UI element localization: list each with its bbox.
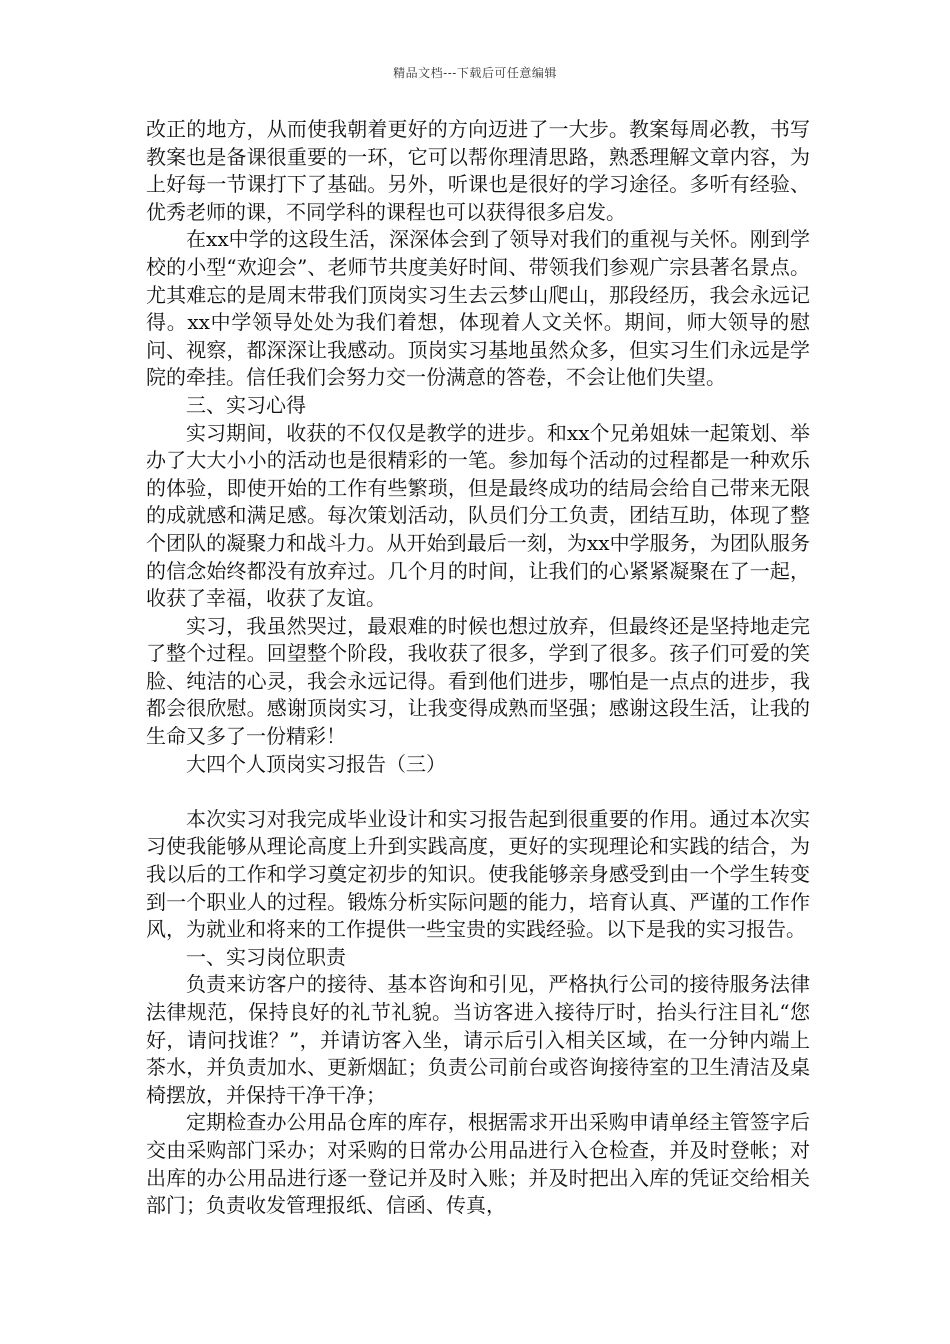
paragraph-office-supplies-duties: 定期检查办公用品仓库的库存，根据需求开出采购申请单经主管签字后交由采购部门采办；对采购的日常办公用品进行入仓检查，并及时登帐；对出库的办公用品进行逐一登记并及时入账；并及时把出入库的凭证交给相关部门；负责收发管理报纸、信函、传真， <box>146 1110 810 1218</box>
report-title-part-three: 大四个人顶岗实习报告（三） <box>186 751 446 776</box>
page-header-watermark: 精品文档---下载后可任意编辑 <box>393 66 557 80</box>
section-heading-job-duties: 一、实习岗位职责 <box>186 944 346 969</box>
paragraph-school-care: 在xx中学的这段生活，深深体会到了领导对我们的重视与关怀。刚到学校的小型“欢迎会”、老师节共度美好时间、带领我们参观广宗县著名景点。尤其难忘的是周末带我们顶岗实习生去云梦山爬山，那段经历，我会永远记得。xx中学领导处处为我们着想，体现着人文关怀。期间，师大领导的慰问、视察，都深深让我感动。顶岗实习基地虽然众多，但实习生们永远是学院的牵挂。信任我们会努力交一份满意的答卷，不会让他们失望。 <box>146 227 810 390</box>
section-heading-internship-insights: 三、实习心得 <box>186 392 306 417</box>
paragraph-teaching-preparation: 改正的地方，从而使我朝着更好的方向迈进了一大步。教案每周必教，书写教案也是备课很重要的一环，它可以帮你理清思路，熟悉理解文章内容，为上好每一节课打下了基础。另外，听课也是很好的学习途径。多听有经验、优秀老师的课，不同学科的课程也可以获得很多启发。 <box>146 117 810 224</box>
paragraph-reflection: 实习，我虽然哭过，最艰难的时候也想过放弃，但最终还是坚持地走完了整个过程。回望整个阶段，我收获了很多，学到了很多。孩子们可爱的笑脸、纯洁的心灵，我会永远记得。看到他们进步，哪怕是一点点的进步，我都会很欣慰。感谢顶岗实习，让我变得成熟而坚强；感谢这段生活，让我的生命又多了一份精彩！ <box>146 613 810 749</box>
paragraph-reception-duties: 负责来访客户的接待、基本咨询和引见，严格执行公司的接待服务法律法律规范，保持良好的礼节礼貌。当访客进入接待厅时，抬头行注目礼“您好，请问找谁？”，并请访客入坐，请示后引入相关区域，在一分钟内端上茶水，并负责加水、更新烟缸；负责公司前台或咨询接待室的卫生清洁及桌椅摆放，并保持干净干净； <box>146 972 810 1107</box>
paragraph-team-activities: 实习期间，收获的不仅仅是教学的进步。和xx个兄弟姐妹一起策划、举办了大大小小的活动也是很精彩的一笔。参加每个活动的过程都是一种欢乐的体验，即使开始的工作有些繁琐，但是最终成功的结局会给自己带来无限的成就感和满足感。每次策划活动，队员们分工负责，团结互助，体现了整个团队的凝聚力和战斗力。从开始到最后一刻，为xx中学服务，为团队服务的信念始终都没有放弃过。几个月的时间，让我们的心紧紧凝聚在了一起，收获了幸福，收获了友谊。 <box>146 420 810 611</box>
document-body <box>146 116 810 1220</box>
blank-line <box>146 778 810 806</box>
paragraph-report-introduction: 本次实习对我完成毕业设计和实习报告起到很重要的作用。通过本次实习使我能够从理论高度上升到实践高度，更好的实现理论和实践的结合，为我以后的工作和学习奠定初步的知识。使我能够亲身感受到由一个学生转变到一个职业人的过程。锻炼分析实际问题的能力，培育认真、严谨的工作作风，为就业和将来的工作提供一些宝贵的实践经验。以下是我的实习报告。 <box>146 806 810 942</box>
